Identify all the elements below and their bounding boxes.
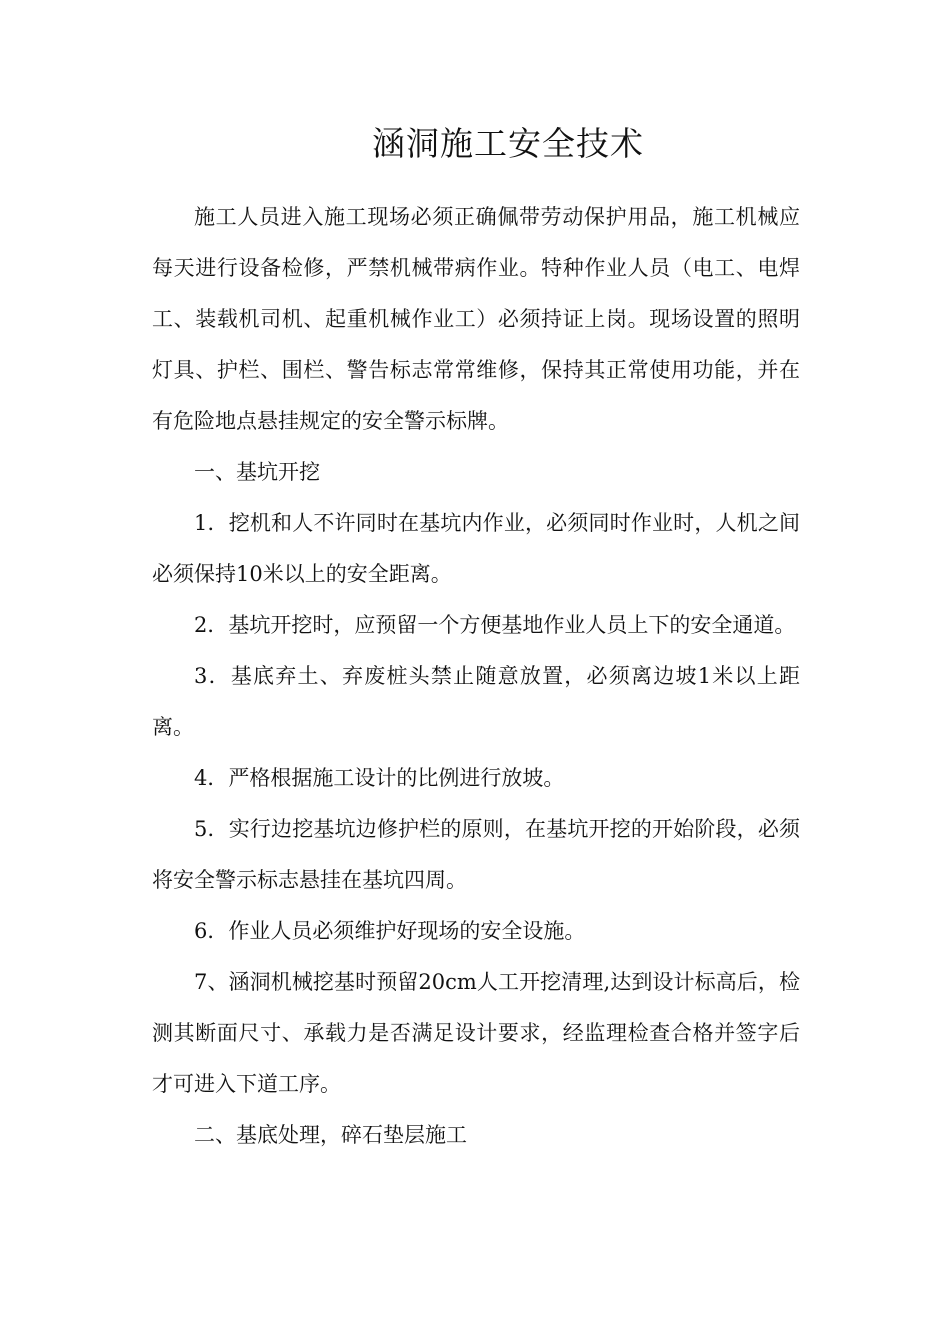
paragraph-item-7: 7、涵洞机械挖基时预留20cm人工开挖清理,达到设计标高后，检测其断面尺寸、承载力是否满足设计要求，经监理检查合格并签字后才可进入下道工序。 <box>152 970 800 1096</box>
paragraph-item-3: 3．基底弃土、弃废桩头禁止随意放置，必须离边坡1米以上距离。 <box>152 664 800 739</box>
paragraph-item-1: 1．挖机和人不许同时在基坑内作业，必须同时作业时，人机之间必须保持10米以上的安全距离。 <box>152 511 800 586</box>
paragraph-item-5: 5．实行边挖基坑边修护栏的原则，在基坑开挖的开始阶段，必须将安全警示标志悬挂在基坑四周。 <box>152 817 800 892</box>
document-title: 涵洞施工安全技术 <box>372 124 644 163</box>
section-heading-base-treatment: 二、基底处理，碎石垫层施工 <box>194 1123 467 1147</box>
paragraph-item-2: 2．基坑开挖时，应预留一个方便基地作业人员上下的安全通道。 <box>194 613 796 637</box>
document-body <box>152 192 800 1161</box>
paragraph-intro: 施工人员进入施工现场必须正确佩带劳动保护用品，施工机械应每天进行设备检修，严禁机械带病作业。特种作业人员（电工、电焊工、装载机司机、起重机械作业工）必须持证上岗。现场设置的照明灯具、护栏、围栏、警告标志常常维修，保持其正常使用功能，并在有危险地点悬挂规定的安全警示标牌。 <box>152 205 800 433</box>
paragraph-item-6: 6．作业人员必须维护好现场的安全设施。 <box>194 919 586 943</box>
section-heading-foundation-excavation: 一、基坑开挖 <box>194 460 320 484</box>
paragraph-item-4: 4．严格根据施工设计的比例进行放坡。 <box>194 766 565 790</box>
